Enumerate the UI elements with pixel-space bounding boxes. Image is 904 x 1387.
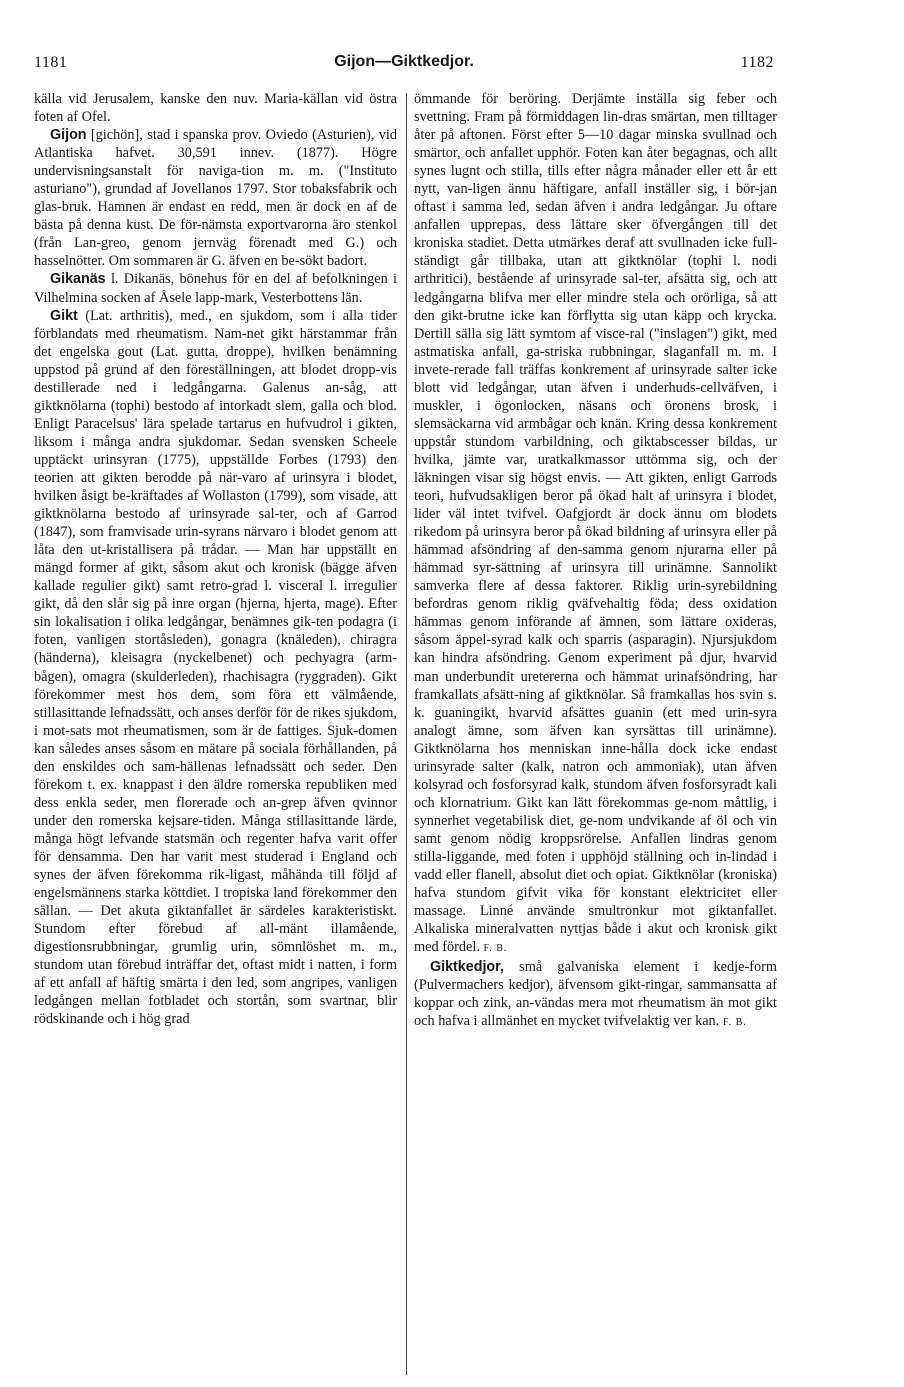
headword: Gikanäs bbox=[50, 271, 106, 288]
entry-body: små galvaniska element i kedje-form (Pulvermachers kedjor), äfvensom gikt-ringar, sammansatta af koppar och zink, an-vändas mera mot rheumatism än mot gikt och hafva i allmänhet en mycket tvifvelaktig ver kan. bbox=[414, 959, 778, 1030]
headword: Giktkedjor, bbox=[430, 959, 504, 976]
page-number-left: 1181 bbox=[34, 54, 68, 71]
column-divider bbox=[406, 93, 407, 1375]
author-signature: F. B. bbox=[722, 1017, 747, 1029]
entry-gikt bbox=[34, 307, 397, 1029]
author-signature: F. B. bbox=[483, 943, 508, 955]
entry-body: l. Dikanäs, bönehus för en del af befolkningen i Vilhelmina socken af Åsele lapp-mark, Vesterbottens län. bbox=[34, 271, 397, 306]
headword: Gijon bbox=[50, 127, 87, 144]
right-column bbox=[414, 90, 777, 1032]
running-title: Gijon—Giktkedjor. bbox=[334, 53, 474, 70]
entry-gijon bbox=[34, 126, 397, 270]
entry-continuation: källa vid Jerusalem, kanske den nuv. Maria-källan vid östra foten af Ofel. bbox=[34, 91, 397, 126]
entry-gikt-continued: ömmande för beröring. Derjämte inställa sig feber och svettning. Fram på förmiddagen lin-dras smärtan, men tilltager åter på aftonen. Först efter 5—10 dagar minska svullnad och smärtor, och anfallet upphör. Foten kan åter begagnas, och allt synes lugnt och stilla, tills efter några månader eller ett år ett nytt, van-ligen ännu häftigare, anfall inställer sig, i bör-jan oftast i samma led, sedan äfven i andra ledgångar. Ju oftare anfallen upprepas, dess lättare sker öfvergången till det kroniska stadiet. Detta utmärkes deraf att svullnaden icke full-ständigt går tillbaka, utan att giktknölar (tophi l. nodi arthritici), bestående af urinsyrade sal-ter, afsätta sig, och att ledgångarna blifva mer eller mindre stela och orörliga, så att den gikt-brutne icke kan förflytta sig utan käpp och krycka. Dertill sälla sig lätt symtom af visce-ral ("inslagen") gikt, med astmatiska anfall, ga-striska rubbningar, slaganfall m. m. I invete-rerade fall träffas konkrement af urinsyrade salter icke blott vid ledgångar, utan äfven i underhuds-cellväfven, i muskler, i ögonlocken, näsans och öronens brosk, i slemsäckarna vid armbågar och knän. Kring dessa konkrement uppstår stundom varbildning, och giktabscesser bildas, ur hvilka, jämte var, uratkalkmassor uttömma sig, och der läkningen visar sig högst envis. — Att gikten, enligt Garrods teori, hufvudsakligen beror på ökad halt af urinsyra i blodet, lider väl intet tvifvel. Oafgjordt är dock ännu om blodets rikedom på urinsyra beror på ökad bildning af urinsyra eller på hämmad afsöndring af den-samma genom njurarna eller på hämmad syr-sättning af urinsyra till urinämne. Sannolikt samverka flere af dessa faktorer. Riklig urin-syrebildning befordras genom riklig qväfvehaltig föda; dess oxidation hämmas genom införande af ämnen, som lättare oxideras, såsom äppel-syrad kalk och sparris (asparagin). Njursjukdom kan hindra afsöndring. Genom experiment på djur, hvarvid man underbundit uretererna och hämmat urinafsöndring, har framkallats afsätt-ning af giktknölar. Så framkallas hos svin s. k. guaningikt, hvarvid afsättes guanin (ett med urin-syra analogt ämne, som äfven kan syrsättas till urinämne). Giktknölarna hos menniskan inne-hålla dock icke endast urinsyrade salter (kalk, natron och ammoniak), utan äfven kolsyrad och fosforsyrad kalk, stundom äfven fosforsyradt kali och klornatrium. Gikt kan lätt förekommas ge-nom måttlig, i synnerhet vegetabilisk diet, ge-nom undvikande af öl och vin samt genom nödig kroppsrörelse. Anfallen lindras genom stilla-liggande, med foten i upphöjd ställning och in-lindad i vadd eller flanell, absolut diet och opiat. Giktknölar (kroniska) hafva stundom gifvit vika för konstant elektricitet eller massage. Linné använde smultronkur mot giktanfallet. Alkaliska mineralvatten nyttjas både i akut och kronisk gikt med fördel. F. B. bbox=[414, 91, 777, 956]
page-header bbox=[34, 54, 774, 80]
entry-gikanas bbox=[34, 270, 397, 306]
entry-body: (Lat. arthritis), med., en sjukdom, som i alla tider förblandats med rheumatism. Nam-net gikt härstammar från det engelska gout (Lat. gutta, droppe), hvilken benämning uppstod på grund af den föreställningen, att blodet dropp-vis destillerade ned i ledgångarna. Galenus an-såg, att giktknölarna (tophi) bestodo af intorkadt slem, galla och blod. Enligt Paracelsus' lära spelade tartarus en hufvudrol i gikten, liksom i många andra sjukdomar. Sedan svensken Scheele upptäckt urinsyran (1775), uppställde Forbes (1793) den teorien att gikten berodde på när-varo af urinsyra i blodet, hvilken åsigt be-kräftades af Wollaston (1799), som visade, att giktknölarna bestodo af urinsyrade sal-ter, och af Garrod (1847), som framvisade urin-syrans närvaro i blodet genom att låta den ut-kristallisera på trådar. — Man har uppställt en mängd former af gikt, såsom akut och kronisk (bägge äfven kallade regulier gikt) samt retro-grad l. visceral l. irregulier gikt, då den slår sig på inre organ (hjerna, hjerta, mage). Efter sin lokalisation i olika ledgångar, benämnes gik-ten podagra (i foten, vanligen stortåsleden), gonagra (knäleden), chiragra (händerna), kleisagra (nyckelbenet) och pechyagra (arm-bågen), omagra (skulderleden), rhachisagra (ryggraden). Gikt förekommer mest hos dem, som föra ett välmående, stillasittande lefnadssätt, och anses derför för de rikes sjukdom, i mot-sats mot rheumatismen, som är de fattiges. Sjuk-domen kan således anses såsom en mätare på sociala förhållanden, på den enskildes och sam-hällenas lefnadssätt och seder. Den förekom t. ex. knappast i den äldre romerska republiken med dess enkla seder, men florerade och an-grep äfven qvinnor under den romerska kejsare-tiden. Många stillasittande lärde, många högt lefvande statsmän och regenter hafva varit offer för densamma. Den har varit mest studerad i England och synes der äfven förekomma rik-ligast, måhända till följd af engelsmännens starka köttdiet. I tropiska land förekommer den sällan. — Det akuta giktanfallet är särdeles karakteristiskt. Stundom efter förebud af all-mänt illamående, digestionsrubbningar, grumlig urin, sömnlöshet m. m., stundom utan förebud inträffar det, oftast midt i natten, i form af ett anfall af häftig smärta i den led, som angripes, vanligen ledgången mellan fotbladet och stortån, som svartnar, blir rödskinande och i hög grad bbox=[34, 307, 397, 1028]
left-column bbox=[34, 90, 397, 1028]
entry-giktkedjor bbox=[414, 958, 777, 1032]
page-number-right: 1182 bbox=[740, 54, 774, 71]
entry-body: [gichön], stad i spanska prov. Oviedo (Asturien), vid Atlantiska hafvet. 30,591 innev. (1877). Högre undervisningsanstalt för naviga-tion m. m. ("Instituto asturiano"), grundad af Jovellanos 1797. Stor tobaksfabrik och glas-bruk. Hamnen är endast en redd, men är dock en af de bästa på denna kust. De för-nämsta exportvarorna äro stenkol (från Lan-greo, genom jernväg förenadt med G.) och hasselnötter. Om sommaren är G. äfven en be-sökt badort. bbox=[34, 127, 398, 270]
headword: Gikt bbox=[50, 307, 78, 324]
